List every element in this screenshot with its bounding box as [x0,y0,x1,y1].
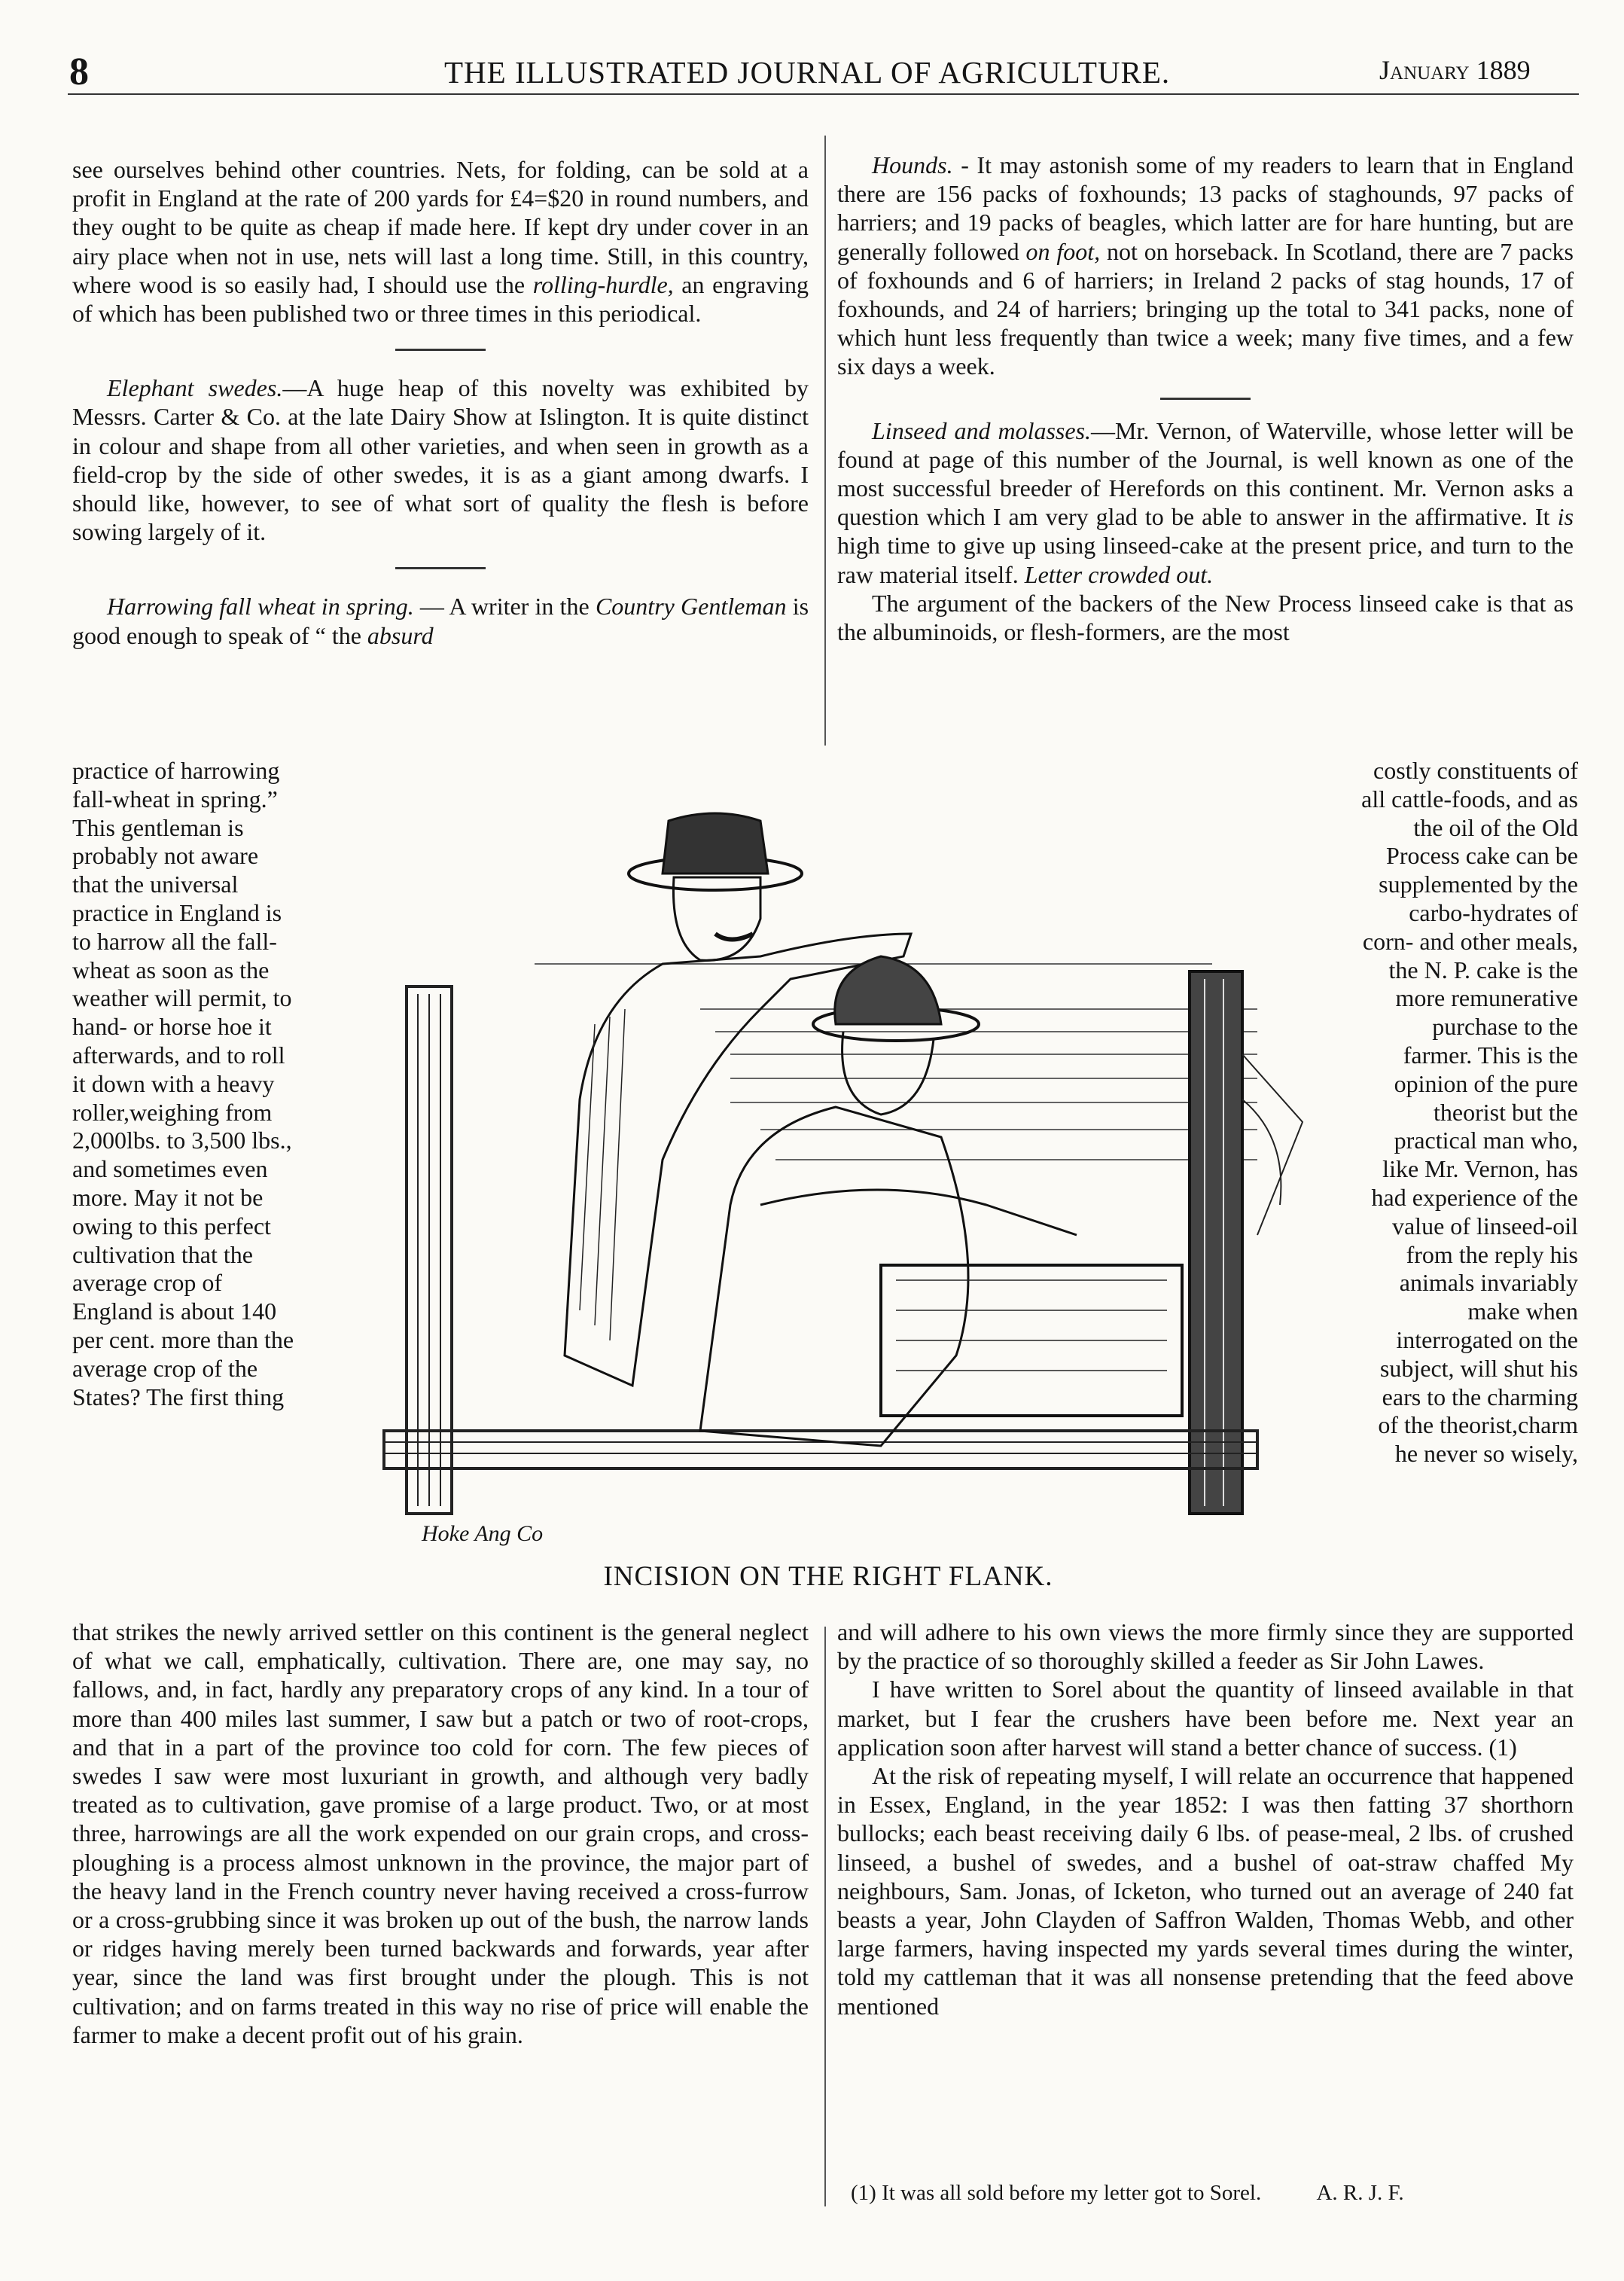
right-wrap-text: costly constituents of all cattle-foods, and as the oil of the Old Process cake can be supplemented by the carbo-hydrates of corn- and other meals, the N. P. cake is the more remunerative purchase to the farmer. This is the opinion of the pure theorist but the practical man who, like Mr. Vernon, has had experience of the value of linseed-oil from the reply his animals invariably make when interrogated on the subject, will shut his ears to the charming of the theorist,charm he never so wisely, [1361,757,1578,1468]
argument-paragraph: The argument of the backers of the New Process linseed cake is that as the albuminoids, or flesh-formers, are the most [837,589,1574,646]
column-divider-bottom [824,1627,826,2206]
engraver-signature: Hoke Ang Co [422,1521,544,1546]
nets-paragraph: see ourselves behind other countries. Nets, for folding, can be sold at a profit in England at the rate of 200 yards for £4=$20 in round numbers, and they ought to be quite as cheap if made here. If kept dry under cover in an airy place when not in use, nets will last a long time. Still, in this country, where wood is so easily had, I should use the rolling-hurdle, an engraving of which has been published two or three times in this periodical. [72,156,809,328]
section-title: Hounds. [872,151,953,178]
cultivation-paragraph: that strikes the newly arrived settler on this continent is the general neglect of what we call, emphatically, cultivation. There are, one may say, no fallows, and, in fact, hardly any preparatory crops of any kind. In a tour of more than 400 miles last summer, I saw but a patch or two of root-crops, and that in a part of the province too cold for corn. The few pieces of swedes I saw were most luxuriant in growth, and although very badly treated as to cultivation, gave promise of a large product. Two, or at most three, harrowings are all the work expended on our grain crops, and cross-ploughing is a process almost unknown in the province, the major part of the heavy land in the French country never having received a cross-furrow or a cross-grubbing since it was broken up out of the bush, the narrow lands or ridges having merely been turned backwards and forwards, year after year, since the land was first brought under the plough. This is not cultivation; and on farms treated in this way no rise of price will enable the farmer to make a decent profit out of his grain. [72,1618,809,2048]
issue-date: January 1889 [1379,55,1531,85]
section-title: Harrowing fall wheat in spring. [107,593,414,621]
elephant-swedes-paragraph: Elephant swedes.—A huge heap of this novelty was exhibited by Messrs. Carter & Co. at the late Dairy Show at Islington. It is quite distinct in colour and shape from all other varieties, and when seen in growth as a field-crop by the side of other swedes, it is as a giant among dwarfs. I should like, however, to see of what sort of quality the flesh is before sowing largely of it. [72,374,809,546]
page-number: 8 [69,50,89,93]
harrowing-paragraph: Harrowing fall wheat in spring. — A writer in the Country Gentleman is good enough to speak of “ the absurd [72,593,809,649]
engraving-illustration [309,783,1348,1581]
section-separator [395,349,486,351]
header-rule [68,93,1579,95]
left-column-bottom [72,1618,809,2049]
section-separator [395,567,486,569]
journal-title: THE ILLUSTRATED JOURNAL OF AGRICULTURE. [444,55,1171,90]
essex-paragraph: At the risk of repeating myself, I will relate an occurrence that happened in Essex, England, in the year 1852: I was then fatting 37 shorthorn bullocks; each beast receiving daily 6 lbs. of pease-meal, 2 lbs. of crushed linseed, a bushel of swedes, and a bushel of oat-straw chaffed My neighbours, Sam. Jonas, of Icketon, who turned out an average of 240 fat beasts a year, John Clayden of Saffron Walden, Thomas Webb, and other large farmers, having inspected my yards several times during the winter, told my cattleman that it was all nonsense pretending that the feed above mentioned [837,1762,1574,2020]
section-title: Linseed and molasses. [872,416,1092,444]
linseed-paragraph: Linseed and molasses.—Mr. Vernon, of Waterville, whose letter will be found at page of this number of the Journal, is well known as one of the most successful breeder of Herefords on this continent. Mr. Vernon asks a question which I am very glad to be able to answer in the affirmative. It is high time to give up using linseed-cake at the present price, and turn to the raw material itself. Letter crowded out. [837,416,1574,588]
column-divider-top [824,136,826,746]
right-column-top [837,151,1574,646]
footnote-text: (1) It was all sold before my letter got to Sorel. [851,2181,1262,2205]
footnote [851,2181,1404,2206]
right-column-bottom [837,1618,1574,2020]
figure-caption: INCISION ON THE RIGHT FLANK. [603,1561,1053,1592]
left-wrap-text: practice of harrowing fall-wheat in spring.” This gentleman is probably not aware that the universal practice in England is to harrow all the fall-wheat as soon as the weather will permit, to hand- or horse hoe it afterwards, and to roll it down with a heavy roller,weighing from 2,000lbs. to 3,500 lbs., and sometimes even more. May it not be owing to this perfect cultivation that the average crop of England is about 140 per cent. more than the average crop of the States? The first thing [72,757,294,1410]
left-column-top [72,155,809,650]
hounds-paragraph: Hounds. - It may astonish some of my readers to learn that in England there are 156 packs of foxhounds; 13 packs of staghounds, 97 packs of harriers; and 19 packs of beagles, which latter are for hare hunting, but are generally followed on foot, not on horseback. In Scotland, there are 7 packs of foxhounds and 6 of harriers; in Ireland 2 packs of stag hounds, 17 of foxhounds, and 24 of harriers; bringing up the total to 341 packs, none of which hunt less frequently than twice a week; many five times, and a few six days a week. [837,151,1574,380]
illustration-drawing [309,783,1348,1566]
section-separator [1160,398,1251,400]
section-title: Elephant swedes. [107,374,283,402]
lawes-paragraph: and will adhere to his own views the more firmly since they are supported by the practice of so thoroughly skilled a feeder as Sir John Lawes. [837,1618,1574,1675]
sorel-paragraph: I have written to Sorel about the quantity of linseed available in that market, but I fear the crushers have been before me. Next year an application soon after harvest will stand a better chance of success. (1) [837,1676,1574,1761]
footnote-signature: A. R. J. F. [1316,2181,1404,2205]
